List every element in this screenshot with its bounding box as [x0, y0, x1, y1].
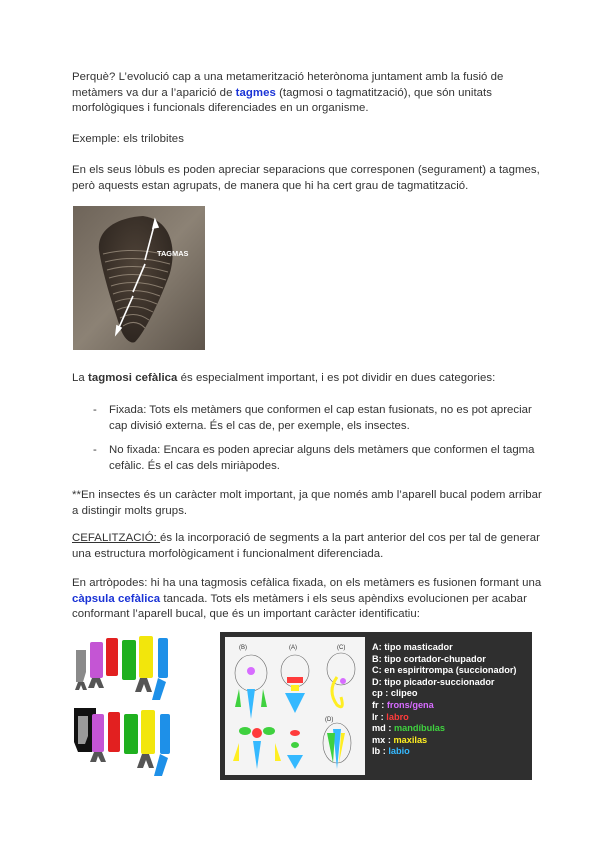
cephalization-paragraph	[72, 531, 542, 562]
label-c: (C)	[337, 645, 346, 651]
list-item-line: Fixada: Tots els metàmers que conformen el cap estan fusionats, no es pot apreciar	[109, 404, 532, 416]
label-b: (B)	[239, 645, 247, 651]
tagmas-label: TAGMAS	[157, 249, 189, 258]
legend-entry: A: tipo masticador	[372, 642, 453, 652]
arthropods-line-1: En artròpodes: hi ha una tagmosis cefàlica fixada, on els metàmers es fusionen formant una	[72, 577, 542, 589]
example-heading	[72, 132, 542, 148]
note-line-1: **En insectes és un caràcter molt important, ja que només amb l’aparell bucal podem arribar	[72, 489, 542, 501]
capsula-cefalica-keyword: càpsula cefàlica	[72, 592, 161, 605]
bullet-dash: -	[93, 444, 97, 456]
legend-entry: mx : maxilas	[372, 734, 428, 745]
example-text: Exemple: els trilobites	[72, 133, 184, 145]
appendage-row-bottom	[72, 708, 200, 786]
cephalic-a: La	[72, 372, 88, 384]
list-item-text	[109, 403, 541, 434]
intro-line-3: morfològiques i funcionals diferenciades en un organisme.	[72, 102, 369, 115]
legend-entry: lr : labro	[372, 711, 409, 722]
list-item-line: cap divisió externa. És el cas de, per exemple, els insectes.	[109, 419, 410, 432]
note-paragraph	[72, 488, 542, 519]
arthropods-paragraph	[72, 576, 542, 623]
mouthparts-figure	[220, 632, 532, 780]
note-line-2: a distingir molts grups.	[72, 504, 188, 517]
intro-paragraph	[72, 70, 542, 117]
cephalic-paragraph	[72, 371, 542, 387]
tagmes-keyword: tagmes	[235, 86, 276, 99]
mouthparts-legend	[372, 642, 516, 758]
legend-entry: lb : labio	[372, 746, 410, 757]
tagmosi-cefalica-keyword: tagmosi cefàlica	[88, 372, 178, 384]
lobes-paragraph	[72, 163, 542, 194]
intro-line-1: Perquè? L’evolució cap a una metamerització heterònoma juntament amb la fusió de	[72, 71, 504, 83]
lobes-line-1: En els seus lòbuls es poden apreciar separacions que corresponen (segurament) a tagmes,	[72, 164, 540, 176]
legend-entry: C: en espiritrompa (succionador)	[372, 665, 517, 676]
mouthparts-diagram	[225, 637, 365, 775]
cefalitzacio-term: CEFALITZACIÓ:	[72, 532, 161, 544]
lobes-line-2: però aquests estan agrupats, de manera que hi ha cert grau de tagmatització.	[72, 179, 469, 192]
legend-entry: D: tipo picador-succionador	[372, 676, 495, 687]
legend-entry: fr : frons/gena	[372, 699, 434, 710]
intro-line-2b: (tagmosi o tagmatització), que són unitats	[275, 86, 493, 99]
appendages-figure	[72, 630, 200, 786]
legend-entry: md : mandíbulas	[372, 723, 446, 734]
cephalization-line-1: és la incorporació de segments a la part anterior del cos per tal de generar	[160, 532, 540, 544]
arthropods-line-3: conformant l’aparell bucal, que és un important caràcter identificatiu:	[72, 608, 420, 621]
legend-entry: cp : clipeo	[372, 688, 418, 699]
label-a: (A)	[289, 645, 297, 651]
cephalization-line-2: una estructura morfològicament i funcionalment diferenciada.	[72, 547, 384, 560]
list-item-text	[109, 443, 541, 474]
legend-entry: B: tipo cortador-chupador	[372, 653, 486, 664]
label-d: (D)	[325, 717, 334, 723]
intro-line-2a: metàmers va dur a l’aparició de	[72, 86, 236, 99]
trilobite-photo	[73, 206, 205, 350]
cephalic-b: és especialment important, i es pot dividir en dues categories:	[177, 372, 496, 384]
arthropods-line-2: tancada. Tots els metàmers i els seus apèndixs evolucionen per acabar	[160, 592, 527, 605]
bullet-dash: -	[93, 404, 97, 416]
list-item-line: No fixada: Encara es poden apreciar alguns dels metàmers que conformen el tagma	[109, 444, 535, 456]
list-item-line: cefàlic. És el cas dels miriàpodes.	[109, 459, 280, 472]
